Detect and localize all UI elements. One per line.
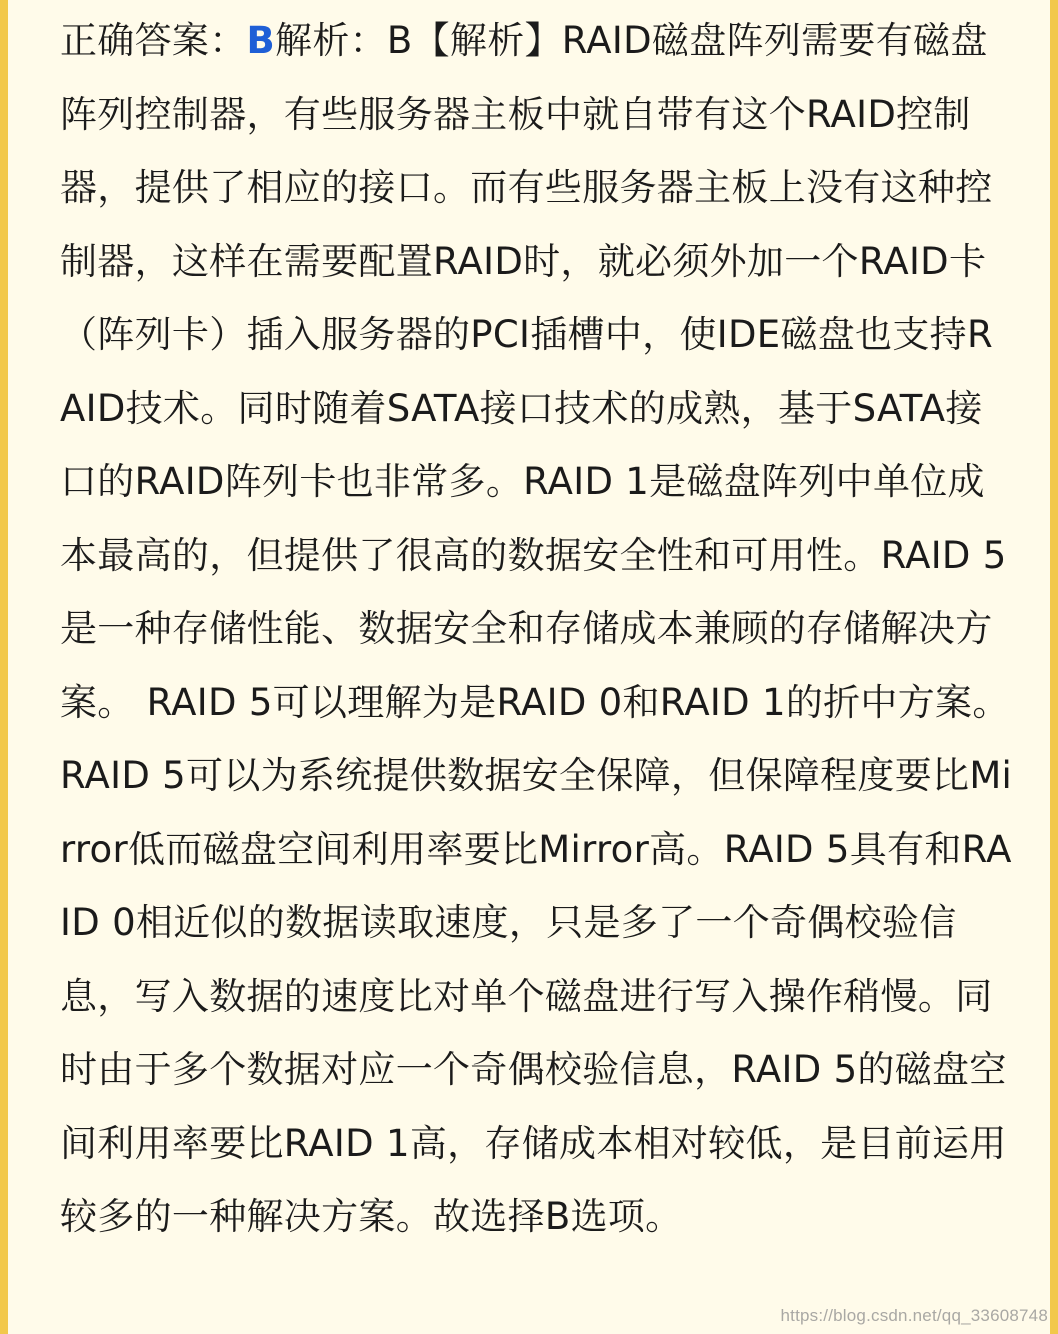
answer-explanation [60,4,1015,1254]
watermark-url: https://blog.csdn.net/qq_33608748 [780,1306,1048,1325]
answer-letter: B [246,19,276,62]
explanation-text: 解析：B【解析】RAID磁盘阵列需要有磁盘阵列控制器，有些服务器主板中就自带有这个RAID控制器，提供了相应的接口。而有些服务器主板上没有这种控制器，这样在需要配置RAID时，就必须外加一个RAID卡（阵列卡）插入服务器的PCI插槽中，使IDE磁盘也支持RAID技术。同时随着SATA接口技术的成熟，基于SATA接口的RAID阵列卡也非常多。RAID 1是磁盘阵列中单位成本最高的，但提供了很高的数据安全性和可用性。RAID 5 是一种存储性能、数据安全和存储成本兼顾的存储解决方案。 RAID 5可以理解为是RAID 0和RAID 1的折中方案。RAID 5可以为系统提供数据安全保障，但保障程度要比Mirror低而磁盘空间利用率要比Mirror高。RAID 5具有和RAID 0相近似的数据读取速度，只是多了一个奇偶校验信息，写入数据的速度比对单个磁盘进行写入操作稍慢。同时由于多个数据对应一个奇偶校验信息，RAID 5的磁盘空间利用率要比RAID 1高，存储成本相对较低，是目前运用较多的一种解决方案。故选择B选项。 [60,19,1013,1238]
answer-label: 正确答案： [60,19,247,62]
